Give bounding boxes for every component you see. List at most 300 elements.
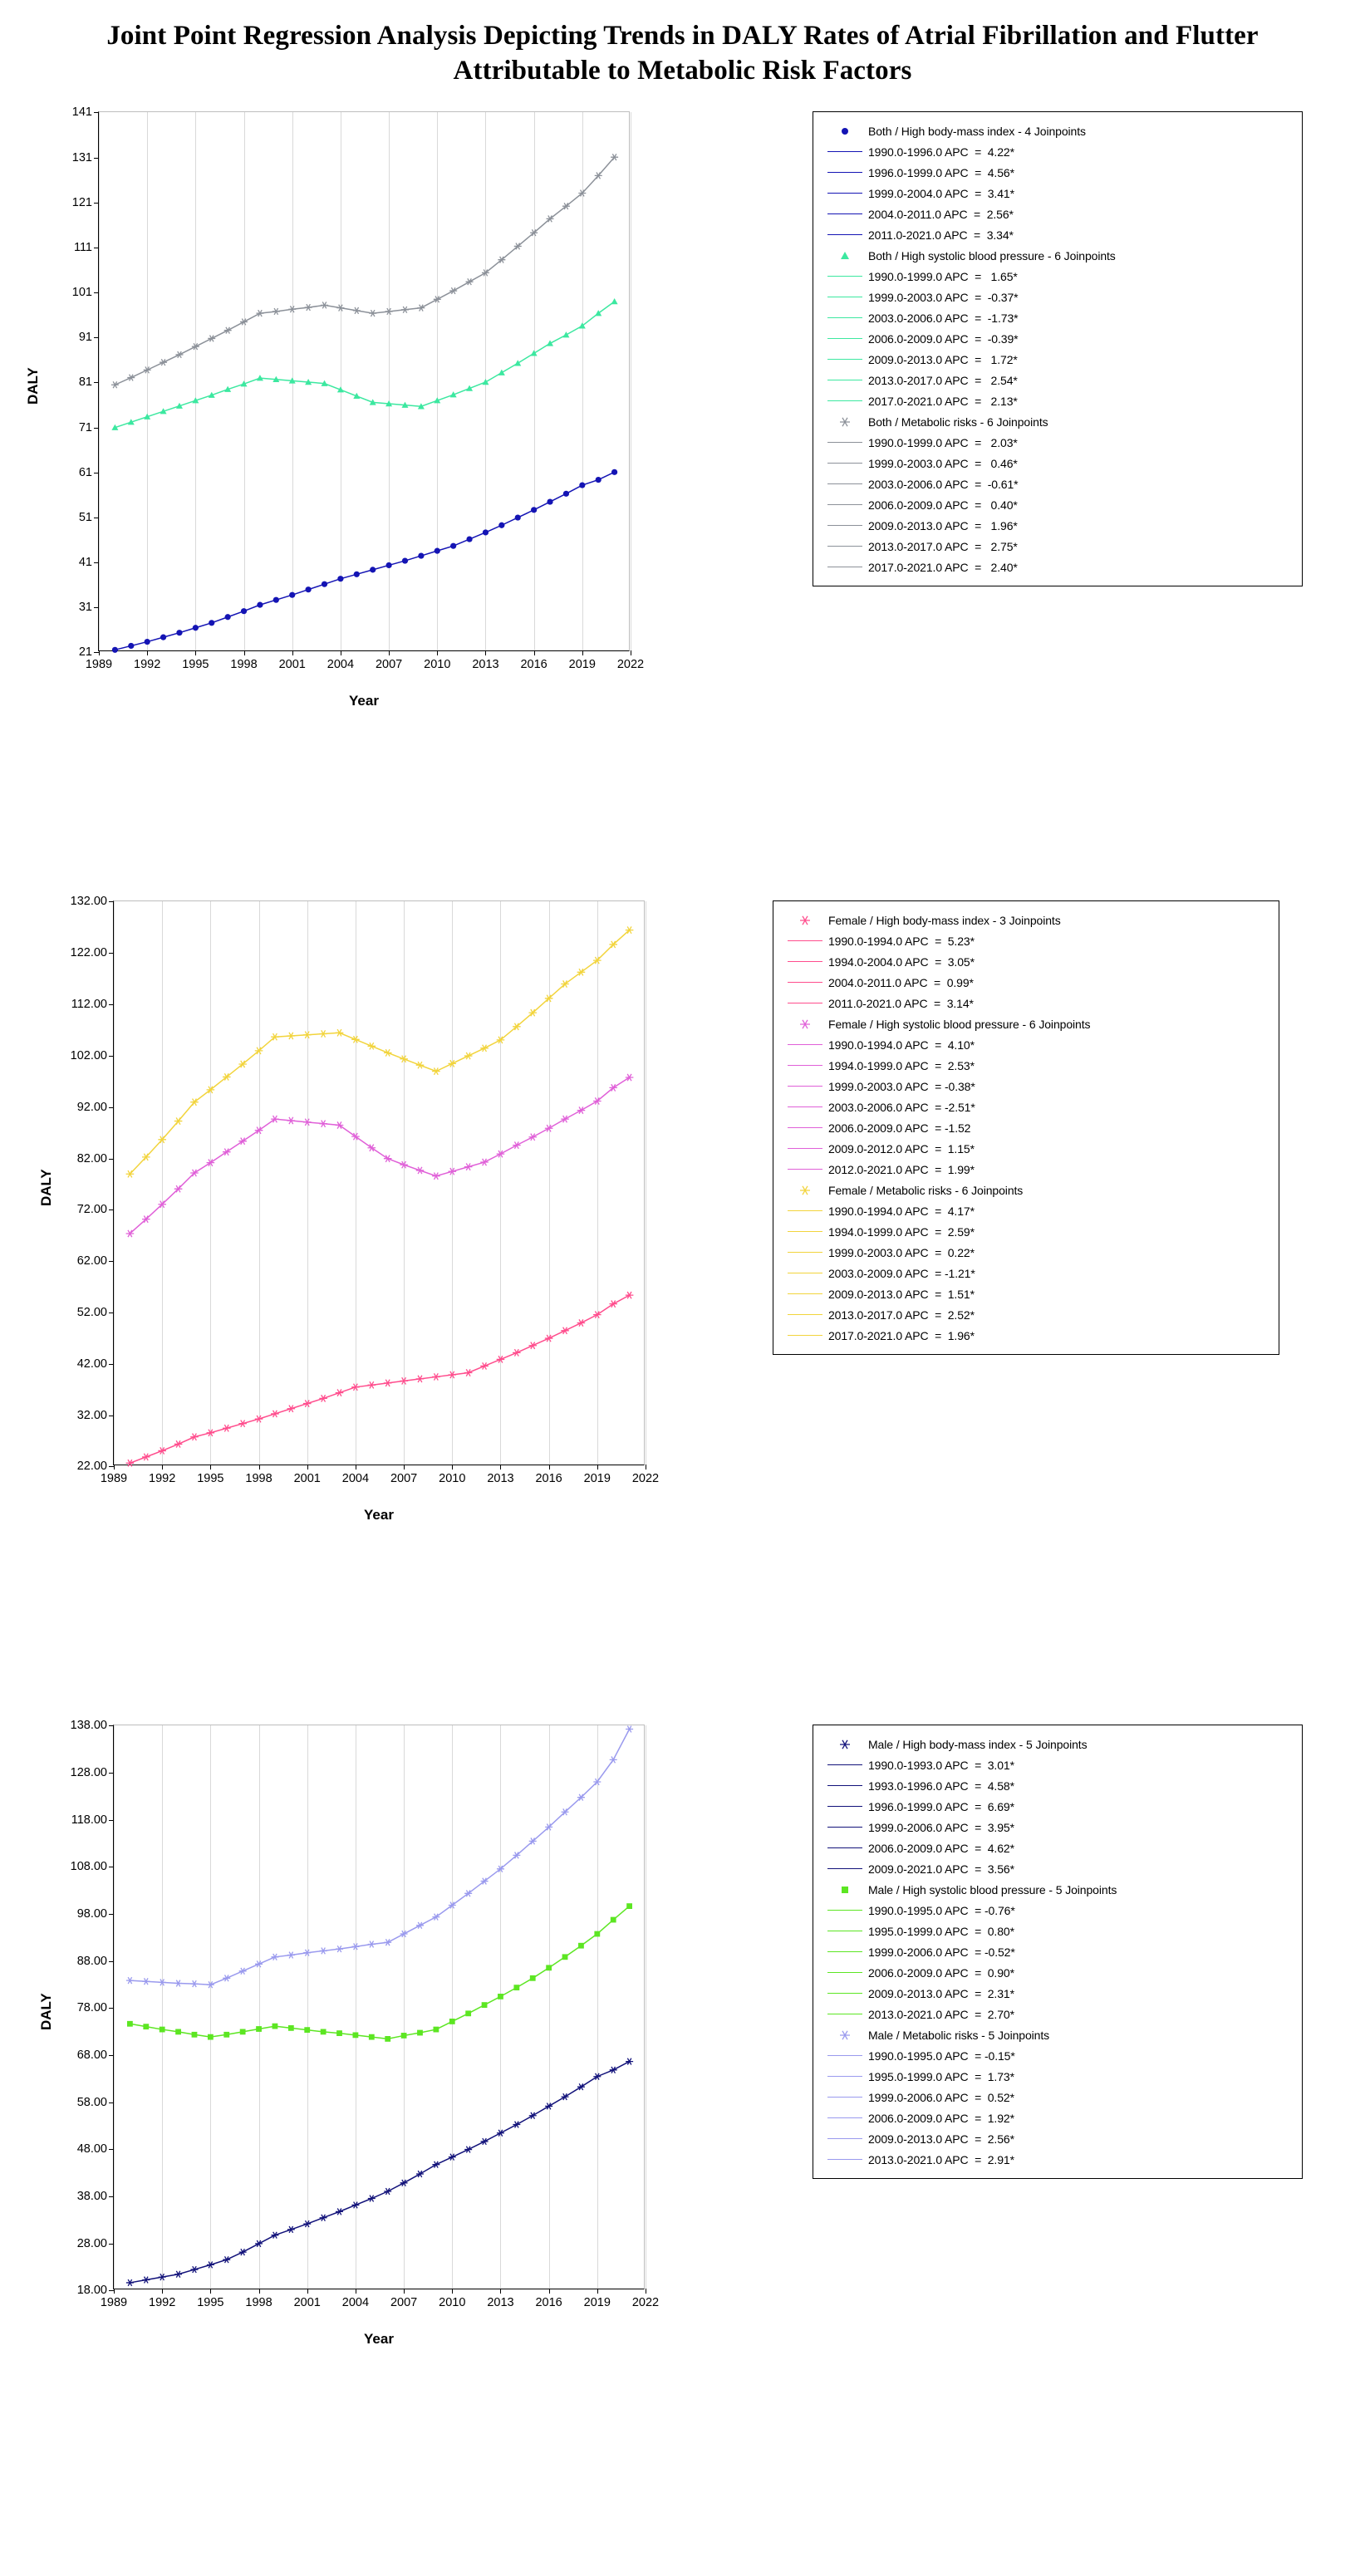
y-tick-label: 38.00 [76,2190,107,2204]
panel-both [0,88,1365,886]
x-tick-label: 2004 [327,658,355,672]
line-swatch-icon [782,1159,828,1180]
panel-male [0,1700,1365,2514]
legend-label: Male / High systolic blood pressure - 5 Joinpoints [868,1882,1117,1896]
legend-apc-row [822,515,1292,536]
dot-icon [822,120,868,141]
star-icon [822,2024,868,2045]
line-swatch-icon [782,1242,828,1263]
y-tick-label: 141 [71,105,92,120]
line-swatch-icon [782,930,828,951]
legend-line [788,1148,822,1149]
line-swatch-icon [782,1263,828,1283]
legend-line [827,2097,862,2098]
series-layer [114,901,646,1466]
legend-label: 2006.0-2009.0 APC = -1.52 [828,1121,971,1135]
legend-apc-row [822,536,1292,557]
x-tick-label: 2022 [631,2296,660,2310]
legend-apc-row [782,1325,1269,1346]
legend-apc-row [782,1076,1269,1097]
star-icon [782,1013,828,1034]
legend-line [827,2117,862,2118]
x-tick-label: 1989 [85,658,113,672]
series-1 [126,2058,633,2286]
legend-label: 2013.0-2017.0 APC = 2.75* [868,539,1018,553]
line-swatch-icon [782,1138,828,1159]
legend-line [827,359,862,360]
x-tick-label: 2010 [424,658,451,672]
line-swatch-icon [822,536,868,557]
x-tick-label: 2007 [390,1472,418,1486]
line-swatch-icon [822,432,868,453]
legend-apc-row [822,349,1292,370]
y-tick-label: 118.00 [71,1813,107,1827]
legend-line [827,172,862,173]
x-axis-label: Year [349,693,379,709]
line-swatch-icon [822,2149,868,2170]
x-tick-label: 2016 [535,2296,562,2310]
panel-female [0,886,1365,1700]
legend-apc-row [782,1117,1269,1138]
star-icon [782,1180,828,1200]
plot-area-female [70,895,660,1486]
legend-label: 1999.0-2004.0 APC = 3.41* [868,186,1014,200]
legend-line [827,483,862,484]
legend-label: 1990.0-1995.0 APC = -0.15* [868,2049,1015,2063]
line-swatch-icon [782,1304,828,1325]
legend-label: 2003.0-2006.0 APC = -0.61* [868,477,1019,491]
y-tick-label: 82.00 [76,1151,107,1165]
legend-label: Female / Metabolic risks - 6 Joinpoints [828,1183,1024,1197]
line-swatch-icon [822,1941,868,1962]
legend-apc-row [822,1754,1292,1775]
page-title: Joint Point Regression Analysis Depicting Trends in DALY Rates of Atrial Fibrillation and Flutter Attributable to Metabolic Risk Factors [106,21,1259,86]
legend-label: 1990.0-1994.0 APC = 4.10* [828,1038,975,1052]
legend-apc-row [822,287,1292,307]
legend-label: 1999.0-2006.0 APC = 0.52* [868,2090,1014,2104]
line-swatch-icon [822,1900,868,1921]
y-tick-label: 32.00 [76,1408,107,1422]
x-tick-label: 2019 [583,1472,611,1486]
star-icon [782,910,828,930]
line-swatch-icon [822,162,868,183]
line-swatch-icon [822,1817,868,1838]
y-tick-label: 132.00 [70,895,107,909]
x-tick-label: 2022 [616,658,645,672]
legend-line [827,1910,862,1911]
legend-line [827,234,862,235]
legend-label: 2003.0-2006.0 APC = -1.73* [868,311,1019,325]
legend-female [773,900,1279,1355]
legend-label: 1999.0-2006.0 APC = -0.52* [868,1945,1015,1959]
star-icon [822,1734,868,1754]
legend-label: 1990.0-1994.0 APC = 4.17* [828,1204,975,1218]
legend-label: 1996.0-1999.0 APC = 4.56* [868,165,1014,179]
legend-label: 1994.0-1999.0 APC = 2.59* [828,1224,975,1239]
y-tick-label: 92.00 [76,1100,107,1114]
line-swatch-icon [822,1983,868,2004]
x-axis-label: Year [364,1507,394,1524]
line-swatch-icon [822,390,868,411]
legend-label: 2013.0-2017.0 APC = 2.52* [828,1308,975,1322]
legend-label: 1990.0-1994.0 APC = 5.23* [828,934,975,948]
legend-line [788,1210,822,1211]
legend-line [827,2055,862,2056]
y-tick-label: 138.00 [70,1719,107,1733]
legend-apc-row [822,2087,1292,2107]
y-tick-label: 68.00 [76,2049,107,2063]
y-tick-label: 108.00 [70,1860,107,1874]
legend-label: 1990.0-1995.0 APC = -0.76* [868,1903,1015,1917]
legend-apc-row [822,328,1292,349]
legend-label: 2017.0-2021.0 APC = 2.13* [868,394,1018,408]
legend-apc-row [782,1283,1269,1304]
line-swatch-icon [822,2045,868,2066]
legend-apc-row [782,1055,1269,1076]
legend-label: 2011.0-2021.0 APC = 3.14* [828,996,974,1010]
legend-apc-row [822,453,1292,473]
x-tick-label: 2013 [487,1472,514,1486]
line-swatch-icon [782,1283,828,1304]
legend-line [788,1252,822,1253]
x-tick-label: 2016 [520,658,547,672]
legend-apc-row [782,972,1269,993]
line-swatch-icon [782,1117,828,1138]
x-tick-label: 1992 [149,2296,176,2310]
line-swatch-icon [822,328,868,349]
series-3 [111,155,618,389]
legend-apc-row [782,1263,1269,1283]
y-tick-label: 71 [78,420,92,434]
y-tick-label: 58.00 [76,2095,107,2109]
x-tick-label: 1992 [149,1472,176,1486]
legend-apc-row [822,2045,1292,2066]
x-tick-label: 2001 [293,2296,321,2310]
legend-series-header [782,1013,1269,1034]
line-swatch-icon [822,1962,868,1983]
legend-apc-row [782,930,1269,951]
y-tick-label: 31 [78,601,92,615]
legend-line [827,1847,862,1848]
y-tick-label: 111 [73,240,92,254]
x-tick-label: 2019 [568,658,596,672]
line-swatch-icon [782,1055,828,1076]
x-tick-label: 1998 [245,1472,273,1486]
legend-line [827,317,862,318]
legend-line [827,2138,862,2139]
legend-series-header [822,120,1292,141]
legend-line [827,1764,862,1765]
square-icon [822,1879,868,1900]
legend-apc-row [822,2128,1292,2149]
legend-label: 2011.0-2021.0 APC = 3.34* [868,228,1014,242]
legend-label: 1990.0-1993.0 APC = 3.01* [868,1758,1014,1772]
series-2 [111,299,617,431]
legend-apc-row [822,266,1292,287]
chart-male [38,1719,729,2381]
legend-series-header [822,1734,1292,1754]
legend-apc-row [822,1838,1292,1858]
line-swatch-icon [822,1796,868,1817]
legend-label: 1999.0-2003.0 APC = -0.38* [828,1079,975,1093]
line-swatch-icon [822,2087,868,2107]
x-axis-label: Year [364,2331,394,2348]
legend-label: Both / High systolic blood pressure - 6 Joinpoints [868,248,1116,263]
y-tick-label: 48.00 [76,2142,107,2156]
legend-line [827,213,862,214]
legend-label: 2012.0-2021.0 APC = 1.99* [828,1162,975,1176]
legend-apc-row [822,162,1292,183]
y-tick-label: 18.00 [76,2284,107,2298]
legend-line [788,1169,822,1170]
legend-series-header [822,411,1292,432]
legend-label: 2017.0-2021.0 APC = 1.96* [828,1328,975,1342]
legend-line [827,1827,862,1828]
line-swatch-icon [822,1921,868,1941]
y-tick-label: 81 [78,375,92,390]
legend-label: 2009.0-2013.0 APC = 1.96* [868,518,1018,532]
legend-series-header [822,1879,1292,1900]
x-tick-label: 2016 [535,1472,562,1486]
legend-apc-row [822,390,1292,411]
x-tick-label: 2022 [631,1472,660,1486]
legend-apc-row [782,1034,1269,1055]
y-tick-label: 72.00 [76,1203,107,1217]
legend-label: 2004.0-2011.0 APC = 0.99* [828,975,974,989]
legend-label: 2004.0-2011.0 APC = 2.56* [868,207,1014,221]
line-swatch-icon [782,1076,828,1097]
legend-line [788,1231,822,1232]
legend-label: 1994.0-2004.0 APC = 3.05* [828,954,975,969]
legend-apc-row [782,1304,1269,1325]
legend-label: 2006.0-2009.0 APC = -0.39* [868,331,1019,346]
x-tick-label: 2001 [278,658,306,672]
y-tick-label: 62.00 [76,1254,107,1268]
legend-line [827,2076,862,2077]
line-swatch-icon [782,1325,828,1346]
legend-apc-row [822,473,1292,494]
legend-label: 2003.0-2006.0 APC = -2.51* [828,1100,975,1114]
legend-label: 1990.0-1999.0 APC = 2.03* [868,435,1018,449]
series-layer [99,112,631,652]
legend-line [827,504,862,505]
legend-line [788,961,822,962]
legend-line [827,442,862,443]
legend-label: 1995.0-1999.0 APC = 1.73* [868,2069,1014,2083]
legend-label: 1990.0-1996.0 APC = 4.22* [868,145,1014,159]
x-tick-label: 2013 [487,2296,514,2310]
legend-line [788,1044,822,1045]
legend-line [788,940,822,941]
legend-series-header [822,245,1292,266]
legend-line [827,400,862,401]
legend-apc-row [782,1097,1269,1117]
y-tick-label: 61 [78,465,92,479]
legend-apc-row [822,2149,1292,2170]
legend-line [788,982,822,983]
legend-label: 1994.0-1999.0 APC = 2.53* [828,1058,975,1072]
x-tick-label: 1989 [100,2296,128,2310]
legend-label: 2006.0-2009.0 APC = 4.62* [868,1841,1014,1855]
legend-label: 2009.0-2021.0 APC = 3.56* [868,1862,1014,1876]
legend-line [788,1293,822,1294]
y-tick-label: 52.00 [76,1306,107,1319]
legend-apc-row [822,432,1292,453]
legend-apc-row [822,1900,1292,1921]
legend-label: 2006.0-2009.0 APC = 0.90* [868,1965,1014,1980]
x-tick-label: 2007 [390,2296,418,2310]
legend-apc-row [822,1983,1292,2004]
legend-label: 2009.0-2013.0 APC = 1.72* [868,352,1018,366]
series-layer [114,1725,646,2290]
line-swatch-icon [822,2107,868,2128]
legend-label: 2009.0-2013.0 APC = 2.31* [868,1986,1014,2000]
legend-apc-row [822,494,1292,515]
legend-apc-row [782,951,1269,972]
line-swatch-icon [822,1754,868,1775]
legend-apc-row [822,183,1292,204]
y-tick-label: 121 [71,195,92,209]
y-tick-label: 102.00 [70,1048,107,1062]
legend-label: Male / Metabolic risks - 5 Joinpoints [868,2028,1050,2042]
line-swatch-icon [782,1200,828,1221]
legend-label: 1999.0-2006.0 APC = 3.95* [868,1820,1014,1834]
x-tick-label: 1995 [182,658,209,672]
line-swatch-icon [822,1775,868,1796]
legend-apc-row [822,370,1292,390]
legend-line [788,1065,822,1066]
legend-label: 1999.0-2003.0 APC = 0.46* [868,456,1018,470]
legend-line [827,525,862,526]
legend-line [827,276,862,277]
x-tick-label: 2004 [341,1472,370,1486]
plot-area-male [70,1719,660,2310]
legend-apc-row [822,557,1292,577]
x-tick-label: 1998 [230,658,258,672]
legend-label: Both / High body-mass index - 4 Joinpoints [868,124,1086,138]
series-1 [126,1292,634,1466]
series-2 [126,1074,634,1237]
y-tick-label: 131 [71,150,92,164]
x-tick-label: 1995 [197,2296,224,2310]
line-swatch-icon [822,2066,868,2087]
y-tick-label: 21 [78,645,92,660]
legend-line [827,1785,862,1786]
y-tick-mark [94,652,99,653]
legend-series-header [782,910,1269,930]
legend-label: 2006.0-2009.0 APC = 1.92* [868,2111,1014,2125]
x-tick-label: 2007 [375,658,403,672]
x-tick-label: 2010 [439,2296,466,2310]
legend-line [827,546,862,547]
triangle-icon [822,245,868,266]
legend-line [827,1993,862,1994]
series-1 [112,469,617,653]
legend-label: 1996.0-1999.0 APC = 6.69* [868,1799,1014,1813]
line-swatch-icon [822,204,868,224]
legend-line [788,1314,822,1315]
y-axis-label: DALY [25,367,41,405]
legend-series-header [782,1180,1269,1200]
legend-line [827,2159,862,2160]
legend-label: 2009.0-2013.0 APC = 2.56* [868,2132,1014,2146]
legend-apc-row [782,1242,1269,1263]
legend-label: 1999.0-2003.0 APC = -0.37* [868,290,1019,304]
legend-apc-row [822,141,1292,162]
line-swatch-icon [782,1221,828,1242]
x-tick-label: 2019 [583,2296,611,2310]
line-swatch-icon [822,183,868,204]
y-tick-label: 42.00 [76,1357,107,1371]
line-swatch-icon [822,1838,868,1858]
legend-apc-row [822,2107,1292,2128]
legend-label: 1990.0-1999.0 APC = 1.65* [868,269,1018,283]
legend-series-header [822,2024,1292,2045]
legend-line [827,193,862,194]
legend-label: 2003.0-2009.0 APC = -1.21* [828,1266,975,1280]
legend-apc-row [782,1221,1269,1242]
y-tick-label: 88.00 [76,1954,107,1968]
legend-apc-row [822,1921,1292,1941]
x-tick-label: 2004 [341,2296,370,2310]
y-tick-label: 98.00 [76,1907,107,1921]
legend-label: 2013.0-2021.0 APC = 2.70* [868,2007,1014,2021]
line-swatch-icon [822,266,868,287]
legend-line [788,1335,822,1336]
legend-apc-row [822,2004,1292,2024]
line-swatch-icon [822,557,868,577]
line-swatch-icon [822,515,868,536]
legend-apc-row [822,1775,1292,1796]
y-tick-label: 22.00 [76,1460,107,1474]
legend-line [827,1972,862,1973]
line-swatch-icon [782,951,828,972]
y-tick-label: 101 [71,286,92,300]
legend-label: 2009.0-2013.0 APC = 1.51* [828,1287,975,1301]
line-swatch-icon [822,453,868,473]
legend-apc-row [822,1941,1292,1962]
legend-label: Male / High body-mass index - 5 Joinpoints [868,1737,1088,1751]
x-tick-label: 2013 [472,658,499,672]
line-swatch-icon [822,349,868,370]
line-swatch-icon [822,224,868,245]
legend-line [827,463,862,464]
legend-label: Female / High body-mass index - 3 Joinpoints [828,913,1061,927]
legend-apc-row [822,1858,1292,1879]
line-swatch-icon [822,287,868,307]
chart-female [38,895,729,1557]
line-swatch-icon [782,1034,828,1055]
y-tick-label: 91 [78,331,92,345]
y-tick-label: 28.00 [76,2236,107,2250]
legend-label: 1999.0-2003.0 APC = 0.22* [828,1245,975,1259]
legend-line [827,1868,862,1869]
legend-label: Both / Metabolic risks - 6 Joinpoints [868,415,1048,429]
y-tick-label: 41 [78,556,92,570]
legend-label: 1995.0-1999.0 APC = 0.80* [868,1924,1014,1938]
legend-line [788,1086,822,1087]
y-tick-label: 112.00 [71,998,107,1012]
line-swatch-icon [822,1858,868,1879]
line-swatch-icon [822,473,868,494]
legend-line [827,338,862,339]
legend-apc-row [822,204,1292,224]
legend-apc-row [822,307,1292,328]
series-3 [126,927,634,1178]
legend-label: 2009.0-2012.0 APC = 1.15* [828,1141,975,1156]
x-tick-label: 1989 [100,1472,128,1486]
legend-line [827,151,862,152]
